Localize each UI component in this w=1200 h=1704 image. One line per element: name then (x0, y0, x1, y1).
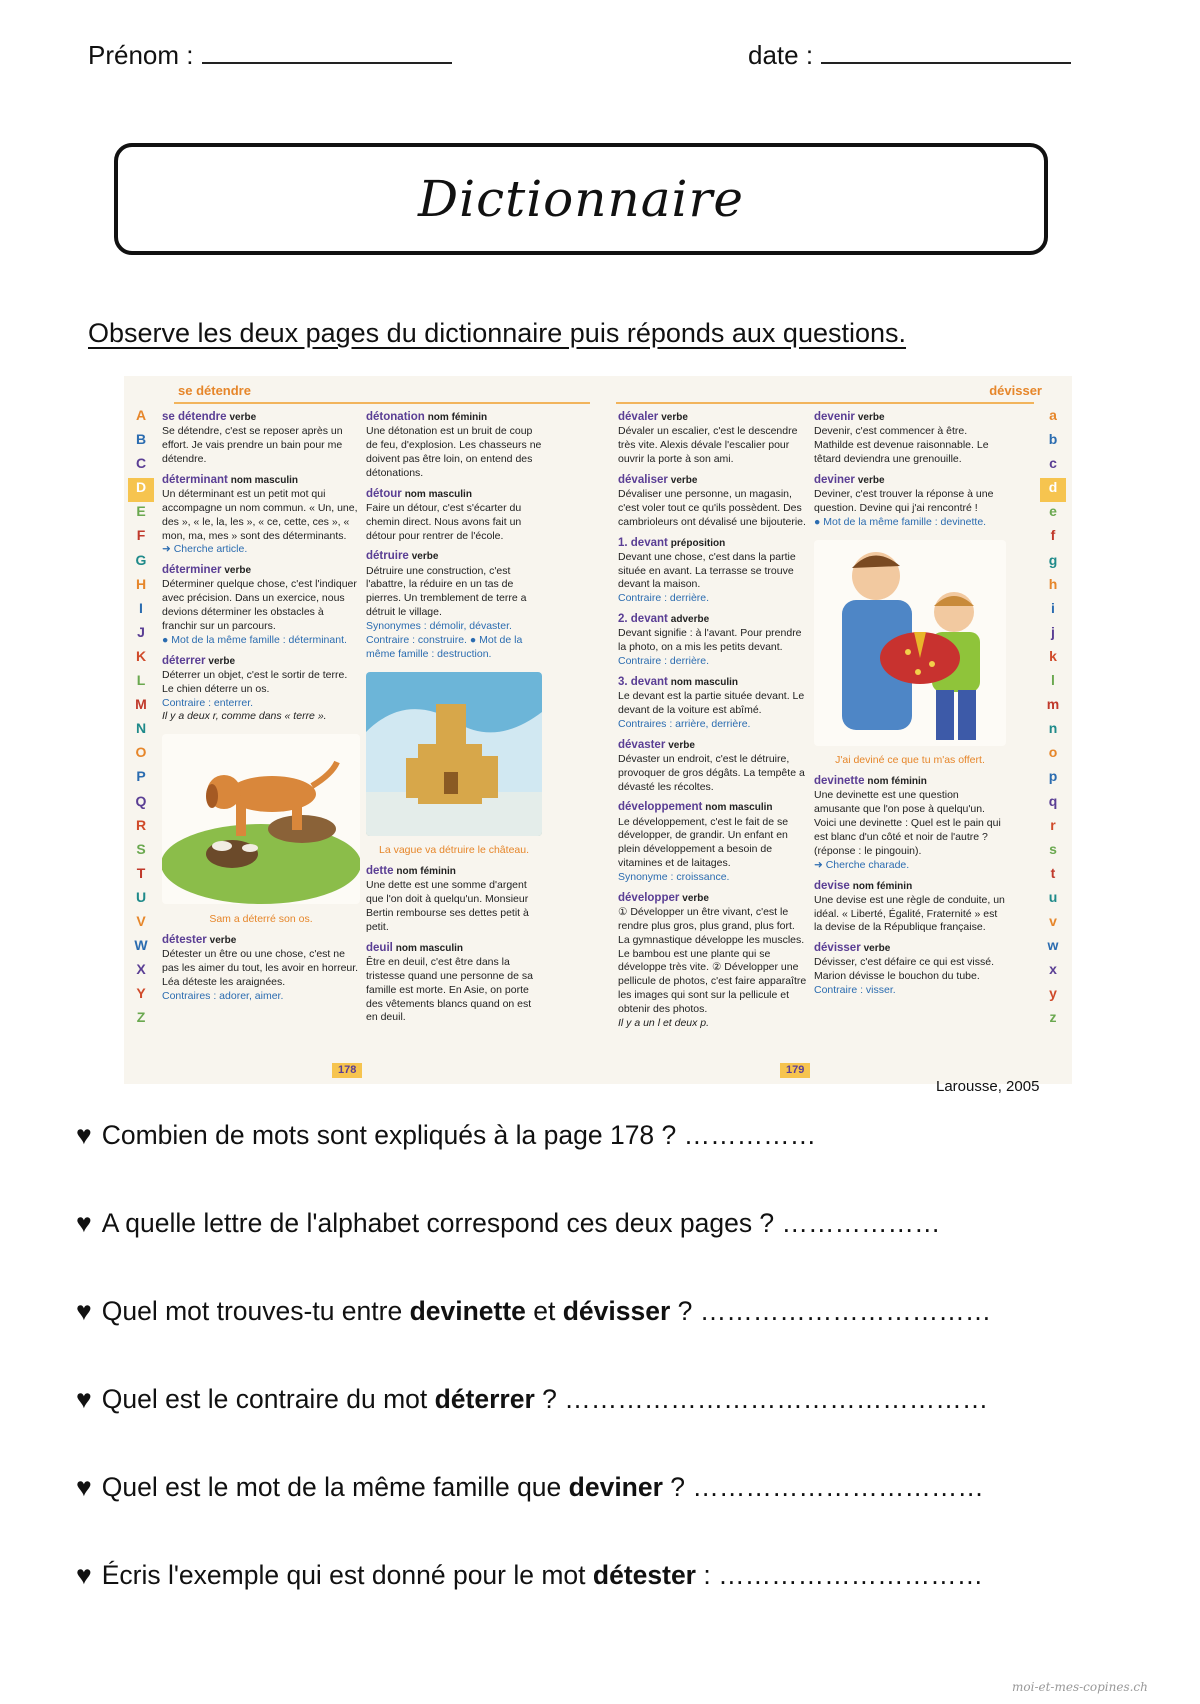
question-text: : (696, 1560, 711, 1590)
question-text: ? (662, 1472, 686, 1502)
dictionary-entry (366, 941, 542, 1025)
question (76, 1296, 991, 1327)
date-line[interactable] (821, 44, 1071, 64)
question-text: Écris l'exemple qui est donné pour le mot (101, 1560, 593, 1590)
page-title: Dictionnaire (418, 170, 744, 228)
dictionary-image (124, 376, 1072, 1084)
entry-headword: déterminer (162, 564, 222, 577)
entry-definition: Deviner, c'est trouver la réponse à une question. Devine qui j'ai rencontré ! (814, 487, 994, 514)
entry-grammar: nom masculin (670, 676, 739, 688)
entry-definition: Détester un être ou une chose, c'est ne pas les aimer du tout, les avoir en horreur. Léa déteste les araignées. (162, 948, 359, 988)
entry-definition: Faire un détour, c'est s'écarter du chemin direct. Nous avons fait un détour pour rentrer de l'école. (366, 501, 522, 542)
entry-relation: Contraires : arrière, derrière. (618, 717, 751, 730)
alphabet-letter: a (1049, 407, 1057, 423)
entry-grammar: verbe (224, 565, 252, 577)
entry-headword: devenir (814, 411, 855, 423)
entry-definition: Le devant est la partie située devant. Le devant de la voiture est abîmé. (618, 690, 805, 716)
alphabet-letter: u (1048, 888, 1058, 905)
sandcastle-illustration (366, 672, 542, 836)
running-head-right: dévisser (989, 383, 1042, 398)
entry-relation: Contraire : visser. (814, 984, 896, 997)
alphabet-letter: n (1048, 720, 1058, 737)
question-keyword: deviner (568, 1472, 663, 1502)
answer-dots[interactable]: …………………………… (692, 1472, 984, 1502)
alphabet-letter: d (1040, 478, 1066, 502)
entry-grammar: nom masculin (705, 802, 773, 814)
alphabet-letter: T (136, 864, 146, 881)
alphabet-letter: p (1048, 768, 1058, 785)
entry-definition: Dévaster un endroit, c'est le détruire, provoquer de gros dégâts. La tempête a dévasté les récoltes. (618, 752, 805, 793)
alphabet-letter: N (135, 720, 147, 737)
date-field[interactable] (748, 40, 1071, 71)
prenom-label: Prénom : (88, 40, 194, 70)
dictionary-entry (366, 549, 542, 661)
entry-headword: 3. devant (618, 675, 668, 688)
entry-definition: Une devise est une règle de conduite, un idéal. « Liberté, Égalité, Fraternité » est la devise de la République française. (814, 893, 1005, 934)
alphabet-letter: K (135, 647, 147, 664)
entry-headword: 1. devant (618, 536, 668, 549)
running-head-left: se détendre (178, 383, 251, 398)
entry-grammar: verbe (863, 943, 891, 955)
alphabet-letter: l (1051, 672, 1055, 689)
dictionary-entry (814, 879, 1006, 936)
entry-grammar: nom féminin (867, 776, 927, 788)
entry-relation: Contraires : adorer, aimer. (162, 989, 284, 1002)
alphabet-letter: G (135, 551, 147, 568)
entry-definition: ① Développer un être vivant, c'est le rendre plus gros, plus grand, plus fort. La gymnastique développe les muscles. Le bambou est une plante qui se développe très vite. ② Développer une pellicule de photos, c'est faire apparaître les images qui sont sur la pellicule et obtenir des photos. (618, 906, 807, 1016)
entry-headword: déterrer (162, 654, 206, 667)
entry-relation: ● Mot de la même famille : déterminant. (162, 633, 347, 646)
alphabet-right (1040, 406, 1066, 1032)
heart-icon: ♥ (76, 1560, 92, 1590)
answer-dots[interactable]: …………………………… (699, 1296, 992, 1326)
entry-headword: détour (366, 487, 402, 500)
entry-definition: Se détendre, c'est se reposer après un effort. Je vais prendre un bain pour me détendre. (162, 425, 343, 465)
dictionary-entry (618, 800, 808, 884)
entry-grammar: nom masculin (395, 942, 464, 954)
alphabet-letter: S (136, 840, 146, 857)
dictionary-entry (162, 410, 360, 467)
alphabet-letter: b (1048, 431, 1058, 448)
question (76, 1208, 941, 1239)
question (76, 1384, 988, 1415)
entry-relation: ● Mot de la même famille : devinette. (814, 515, 987, 528)
entry-definition: Dévaliser une personne, un magasin, c'est voler tout ce qu'ils possèdent. Des cambrioleurs ont dévalisé une bijouterie. (618, 487, 806, 528)
dictionary-entry (366, 410, 542, 481)
dog-digging-illustration (162, 734, 360, 904)
dictionary-entry (814, 774, 1006, 872)
entry-headword: devise (814, 879, 850, 892)
column-right-2 (814, 410, 1006, 1004)
entry-definition: Une dette est une somme d'argent que l'on doit à quelqu'un. Monsieur Bertin rembourse ses dettes petit à petit. (366, 879, 529, 934)
answer-dots[interactable]: ……………… (781, 1208, 941, 1238)
alphabet-letter: W (134, 937, 148, 954)
alphabet-letter: H (135, 575, 147, 592)
heart-icon: ♥ (76, 1296, 92, 1326)
entry-headword: détester (162, 934, 207, 947)
entry-grammar: verbe (229, 412, 257, 423)
entry-grammar: nom masculin (404, 488, 472, 500)
alphabet-letter: R (135, 816, 147, 833)
alphabet-letter: k (1049, 647, 1057, 664)
question-keyword: déterrer (434, 1384, 535, 1414)
entry-grammar: verbe (668, 739, 695, 751)
column-left-1 (162, 410, 360, 1010)
alphabet-letter: X (136, 961, 146, 978)
alphabet-letter: g (1048, 551, 1058, 568)
entry-grammar: verbe (209, 935, 237, 947)
alphabet-letter: f (1050, 527, 1056, 544)
alphabet-letter: E (136, 503, 146, 520)
entry-headword: détonation (366, 411, 425, 423)
alphabet-letter: t (1050, 864, 1056, 881)
entry-grammar: nom féminin (427, 412, 488, 423)
entry-headword: développement (618, 801, 703, 814)
question-keyword: devinette (409, 1296, 526, 1326)
dictionary-entry (162, 563, 360, 647)
entry-definition: Devant signifie : à l'avant. Pour prendre la photo, on a mis les petits devant. (618, 627, 802, 654)
entry-relation: Contraire : derrière. (618, 655, 710, 667)
running-line-left (174, 402, 590, 404)
alphabet-letter: Z (136, 1009, 146, 1026)
entry-headword: se détendre (162, 411, 227, 423)
date-label: date : (748, 40, 814, 70)
entry-definition: Une détonation est un bruit de coup de feu, d'explosion. Les chasseurs ne doivent pas être loin, on entend des détonations. (366, 425, 542, 479)
watermark: moi-et-mes-copines.ch (1012, 1680, 1148, 1694)
alphabet-letter: i (1051, 599, 1055, 616)
dictionary-entry (618, 738, 808, 795)
entry-grammar: verbe (661, 412, 688, 423)
alphabet-letter: q (1048, 792, 1058, 809)
alphabet-letter: L (136, 672, 146, 689)
gift-illustration (814, 540, 1006, 746)
entry-grammar: adverbe (670, 614, 710, 626)
entry-grammar: nom féminin (396, 866, 456, 878)
alphabet-letter: U (135, 888, 147, 905)
entry-definition: Un déterminant est un petit mot qui accompagne un nom commun. « Un, une, des », « le, la, les », « ce, cette, ces », « mon, ma, mes » sont des déterminants. (162, 487, 358, 542)
column-left-2 (366, 410, 542, 1031)
alphabet-letter: V (136, 912, 146, 929)
entry-definition: Une devinette est une question amusante que l'on pose à quelqu'un. Voici une devinette : Quel est le pain qui est blanc d'un côté et noir de l'autre ? (réponse : le pingouin). (814, 789, 1001, 857)
heart-icon: ♥ (76, 1472, 92, 1502)
dictionary-entry (814, 473, 1006, 530)
alphabet-letter: Y (136, 985, 146, 1002)
question-keyword: dévisser (562, 1296, 671, 1326)
entry-relation: Synonyme : croissance. (618, 870, 730, 883)
question (76, 1560, 983, 1591)
question-text: ? (670, 1296, 693, 1326)
source-credit: Larousse, 2005 (936, 1078, 1040, 1095)
dictionary-entry (162, 933, 360, 1004)
question-text: A quelle lettre de l'alphabet correspond ces deux pages ? (101, 1208, 775, 1238)
dictionary-page-179 (616, 376, 1072, 1084)
dictionary-entry (618, 612, 808, 669)
entry-grammar: verbe (682, 892, 709, 904)
entry-note: Il y a un l et deux p. (618, 1016, 710, 1029)
entry-relation: ➜ Cherche article. (162, 543, 248, 556)
entry-definition: Être en deuil, c'est être dans la tristesse quand une personne de sa famille est morte. En Asie, on porte des vêtements blancs quand on est en deuil. (366, 956, 533, 1024)
running-line-right (616, 402, 1034, 404)
alphabet-letter: z (1049, 1009, 1057, 1026)
entry-headword: dévaliser (618, 473, 668, 486)
question-text: Quel mot trouves-tu entre (101, 1296, 410, 1326)
entry-headword: deuil (366, 941, 393, 954)
entry-headword: dévaler (618, 411, 659, 423)
dictionary-page-178 (124, 376, 592, 1084)
dictionary-entry (618, 410, 808, 467)
dictionary-entry (618, 536, 808, 607)
alphabet-letter: m (1046, 696, 1060, 713)
entry-definition: Déterrer un objet, c'est le sortir de terre. Le chien déterre un os. (162, 668, 348, 695)
page-number-178: 178 (332, 1063, 362, 1078)
alphabet-letter: I (139, 599, 143, 616)
alphabet-letter: r (1050, 816, 1056, 833)
entry-grammar: nom masculin (230, 474, 298, 486)
entry-definition: Déterminer quelque chose, c'est l'indiquer avec précision. Dans un exercice, nous devions déterminer les obstacles à franchir sur un parcours. (162, 578, 357, 632)
alphabet-letter: e (1049, 503, 1057, 520)
entry-note: Il y a deux r, comme dans « terre ». (162, 710, 327, 723)
entry-grammar: verbe (670, 474, 698, 486)
alphabet-letter: x (1049, 961, 1057, 978)
alphabet-letter: s (1049, 840, 1057, 857)
question (76, 1120, 816, 1151)
heart-icon: ♥ (76, 1120, 92, 1150)
entry-definition: Dévaler un escalier, c'est le descendre très vite. Alexis dévale l'escalier pour ouvrir la porte à son ami. (618, 425, 798, 465)
entry-relation: ➜ Cherche charade. (814, 858, 910, 871)
entry-relation: Synonymes : démolir, dévaster. Contraire : construire. ● Mot de la même famille : destruction. (366, 619, 523, 660)
heart-icon: ♥ (76, 1384, 92, 1414)
entry-headword: dévisser (814, 942, 861, 955)
entry-headword: dette (366, 865, 394, 878)
alphabet-letter: B (135, 431, 147, 448)
dictionary-entry (162, 654, 360, 725)
question-text: et (525, 1296, 563, 1326)
question-text: Quel est le contraire du mot (101, 1384, 435, 1414)
answer-dots[interactable]: ………………………………………… (564, 1384, 989, 1414)
alphabet-letter: C (135, 455, 147, 472)
column-right-1 (618, 410, 808, 1037)
dictionary-entry (618, 891, 808, 1031)
dictionary-entry (366, 487, 542, 544)
entry-grammar: verbe (857, 412, 885, 423)
alphabet-letter: P (136, 768, 146, 785)
alphabet-letter: J (137, 623, 145, 640)
instruction: Observe les deux pages du dictionnaire puis réponds aux questions. (88, 318, 907, 348)
entry-relation: Contraire : derrière. (618, 592, 710, 605)
prenom-field[interactable] (88, 40, 452, 71)
gift-caption: J'ai deviné ce que tu m'as offert. (835, 754, 985, 767)
question (76, 1472, 984, 1503)
entry-headword: détruire (366, 550, 409, 563)
alphabet-letter: A (135, 407, 147, 423)
entry-definition: Dévisser, c'est défaire ce qui est vissé. Marion dévisse le bouchon du tube. (814, 956, 994, 983)
question-keyword: détester (592, 1560, 696, 1590)
entry-headword: 2. devant (618, 613, 668, 626)
alphabet-letter: c (1049, 455, 1057, 472)
dog-caption: Sam a déterré son os. (209, 913, 313, 926)
prenom-line[interactable] (202, 44, 452, 64)
entry-grammar: nom féminin (852, 880, 913, 892)
page-number-179: 179 (780, 1063, 810, 1078)
dictionary-entry (814, 410, 1006, 467)
question-text: ? (534, 1384, 557, 1414)
question-text: Quel est le mot de la même famille que (101, 1472, 569, 1502)
alphabet-letter: j (1051, 623, 1055, 640)
answer-dots[interactable]: …………… (683, 1120, 817, 1150)
entry-grammar: verbe (411, 551, 439, 563)
alphabet-letter: o (1048, 744, 1058, 761)
entry-headword: deviner (814, 473, 855, 486)
entry-headword: devinette (814, 775, 865, 788)
alphabet-letter: w (1047, 937, 1059, 954)
heart-icon: ♥ (76, 1208, 92, 1238)
answer-dots[interactable]: ………………………… (718, 1560, 984, 1590)
entry-headword: déterminant (162, 473, 228, 486)
alphabet-letter: O (135, 744, 147, 761)
entry-definition: Devant une chose, c'est dans la partie située en avant. La terrasse se trouve devant la maison. (618, 550, 796, 591)
entry-grammar: verbe (208, 655, 236, 667)
entry-grammar: préposition (670, 537, 726, 549)
dictionary-entry (814, 941, 1006, 998)
title-box (114, 143, 1048, 255)
alphabet-letter: F (136, 527, 146, 544)
dictionary-entry (618, 473, 808, 530)
entry-grammar: verbe (857, 474, 885, 486)
alphabet-letter: M (135, 696, 147, 713)
entry-definition: Détruire une construction, c'est l'abattre, la réduire en un tas de pierres. Un tremblement de terre a détruit le village. (366, 564, 527, 619)
alphabet-left (128, 406, 154, 1032)
entry-definition: Le développement, c'est le fait de se développer, de grandir. Un enfant en plein développement a besoin de vitamines et de laitages. (618, 815, 789, 870)
alphabet-letter: Q (135, 792, 147, 809)
dictionary-entry (618, 675, 808, 732)
dictionary-entry (162, 473, 360, 557)
entry-relation: Contraire : enterrer. (162, 696, 254, 709)
dictionary-entry (366, 864, 542, 935)
alphabet-letter: h (1048, 575, 1058, 592)
alphabet-letter: y (1049, 985, 1057, 1002)
entry-headword: dévaster (618, 738, 666, 751)
castle-caption: La vague va détruire le château. (378, 844, 530, 857)
entry-definition: Devenir, c'est commencer à être. Mathilde est devenue raisonnable. Le têtard deviendra une grenouille. (814, 425, 989, 465)
question-text: Combien de mots sont expliqués à la page 178 ? (101, 1120, 677, 1150)
alphabet-letter: D (128, 478, 154, 502)
entry-headword: développer (618, 891, 680, 904)
alphabet-letter: v (1049, 912, 1057, 929)
